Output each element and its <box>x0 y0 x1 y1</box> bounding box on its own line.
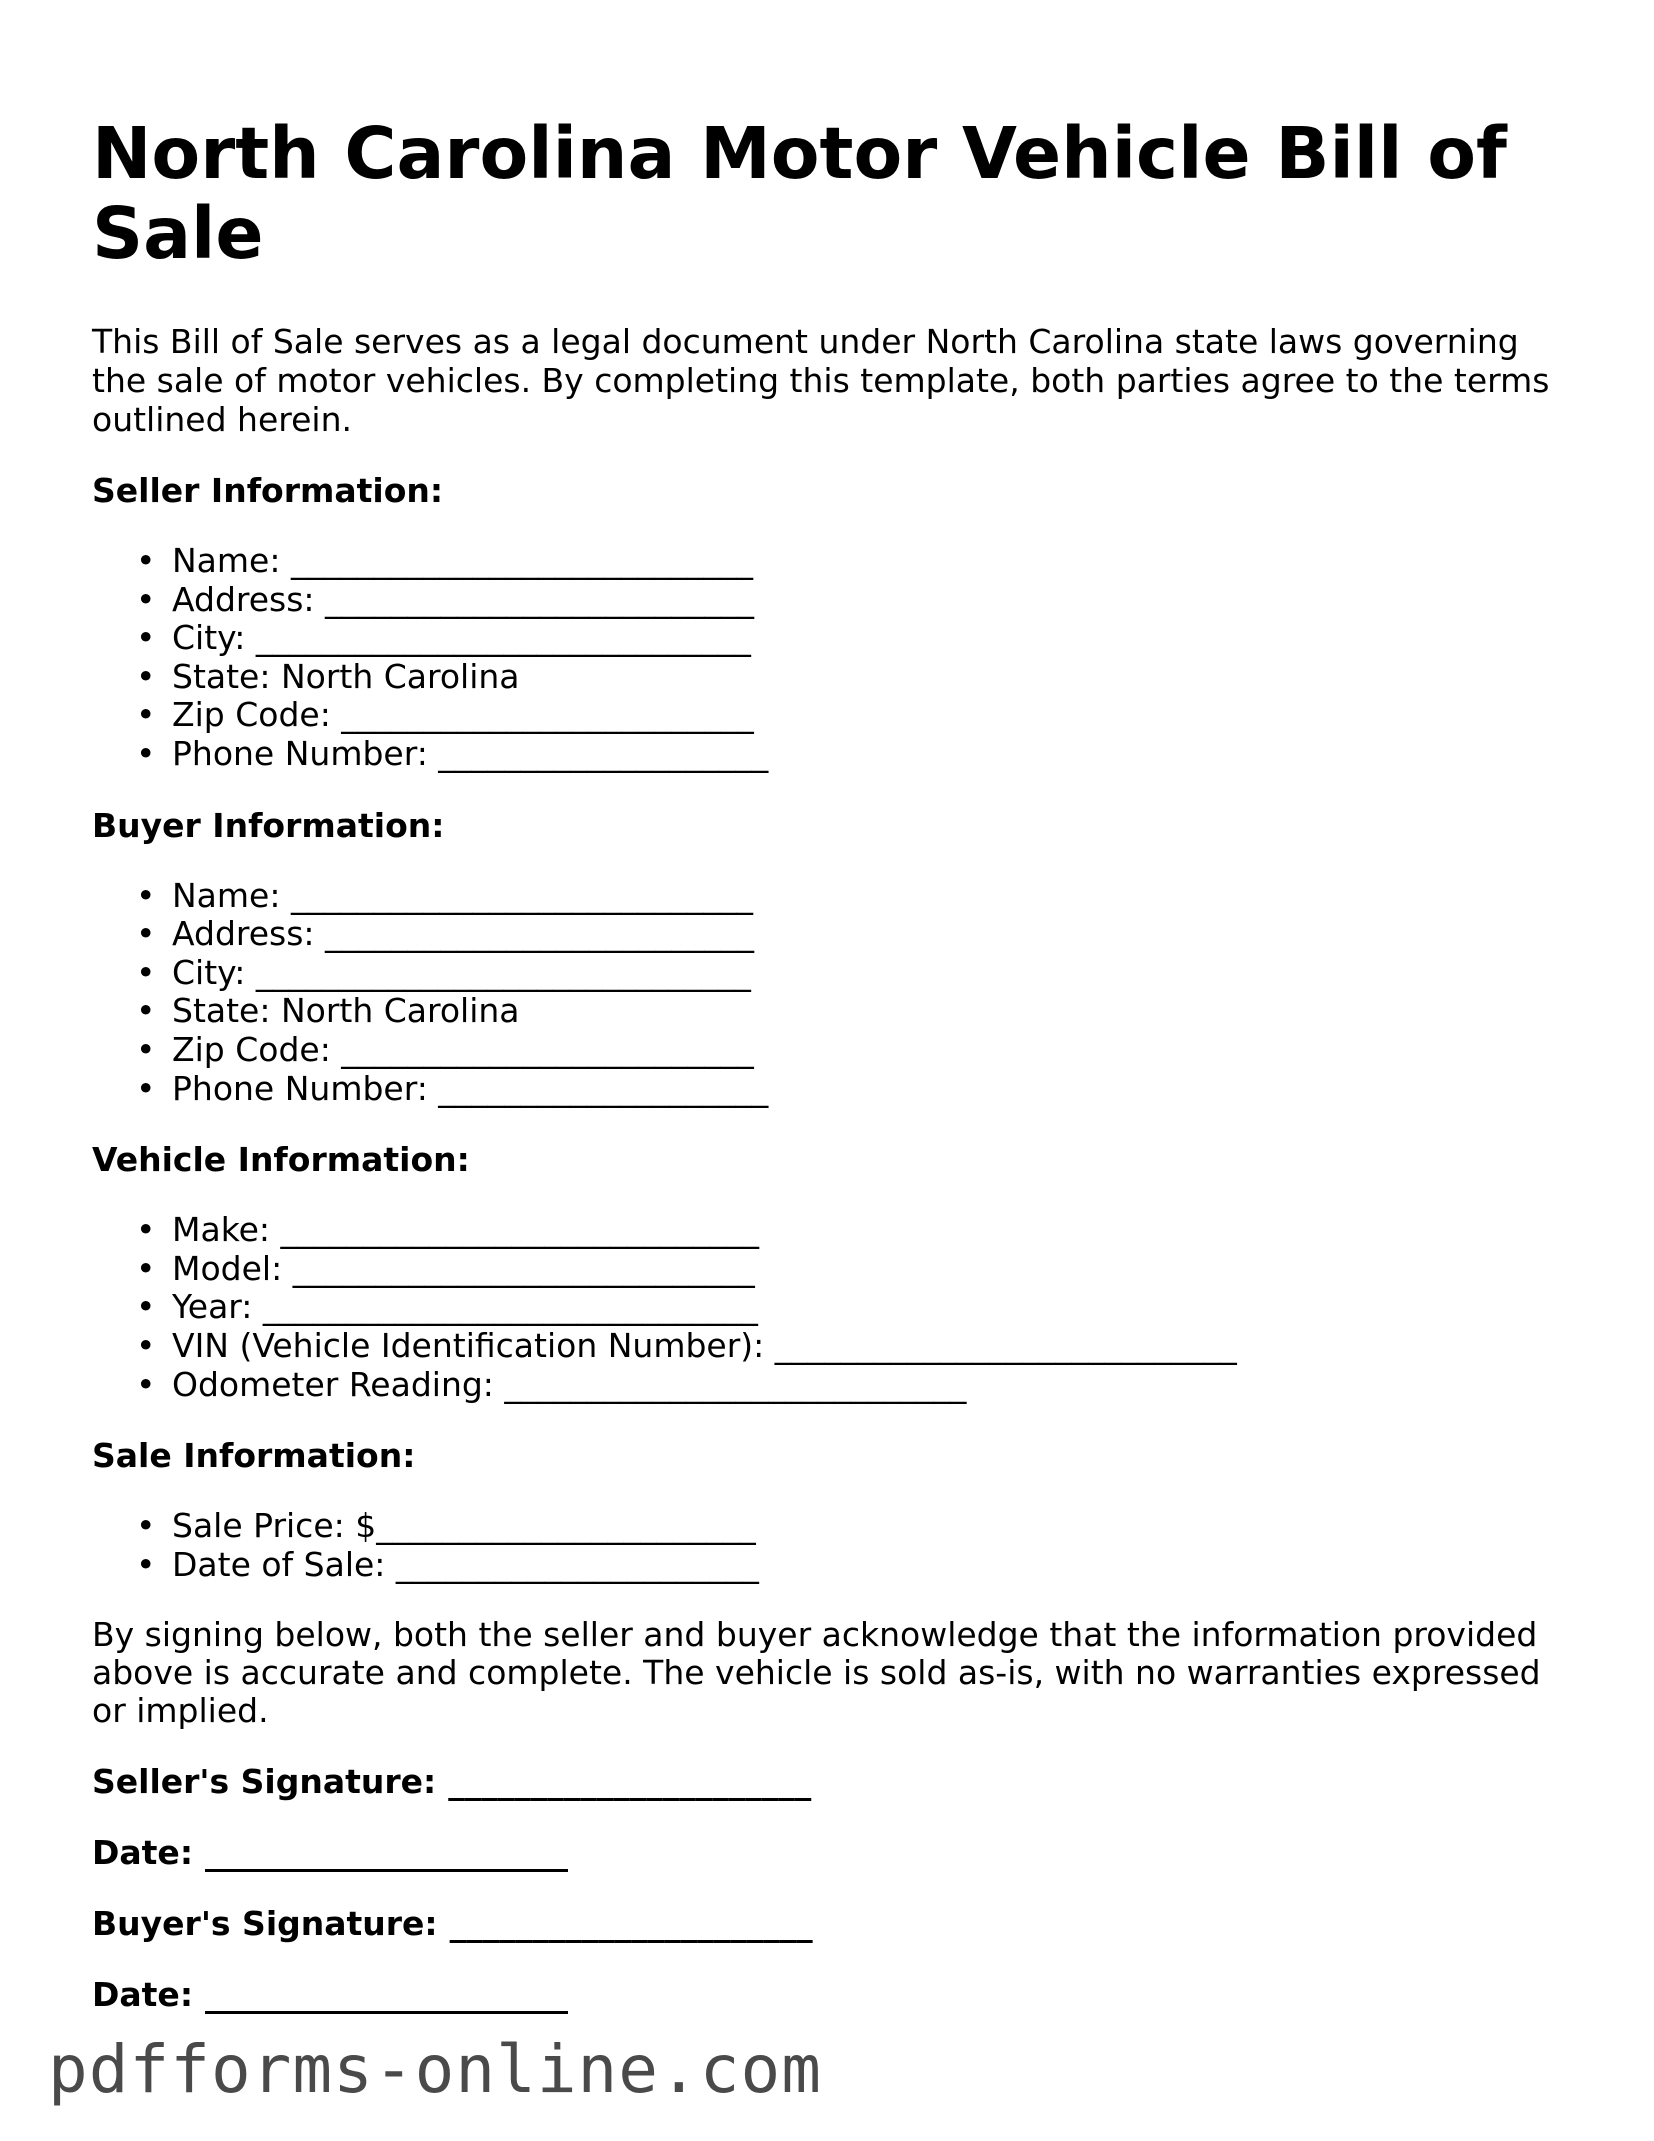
buyer-zip-field[interactable]: • Zip Code: _________________________ <box>136 1029 754 1069</box>
vehicle-odometer-field[interactable]: • Odometer Reading: ____________________________ <box>136 1364 967 1404</box>
sale-section-heading: Sale Information: <box>92 1436 416 1476</box>
sale-price-field[interactable]: • Sale Price: $_______________________ <box>136 1506 756 1546</box>
seller-state-field: • State: North Carolina <box>136 656 520 696</box>
vehicle-section-heading: Vehicle Information: <box>92 1140 470 1180</box>
vehicle-year-field[interactable]: • Year: ______________________________ <box>136 1287 758 1327</box>
buyer-state-field: • State: North Carolina <box>136 991 520 1031</box>
seller-date-label: Date: <box>92 1833 194 1873</box>
intro-paragraph: This Bill of Sale serves as a legal document under North Carolina state laws governing the sale of motor vehicles. By completing this template, both parties agree to the terms outlined herein. <box>92 322 1550 439</box>
seller-signature-field[interactable] <box>92 1762 1572 1801</box>
buyer-signature-label: Buyer's Signature: <box>92 1904 438 1944</box>
seller-address-field[interactable]: • Address: __________________________ <box>136 579 755 619</box>
seller-city-field[interactable]: • City: ______________________________ <box>136 618 751 658</box>
buyer-phone-field[interactable]: • Phone Number: ____________________ <box>136 1068 769 1108</box>
seller-zip-field[interactable]: • Zip Code: _________________________ <box>136 695 754 735</box>
seller-section-heading: Seller Information: <box>92 471 444 510</box>
buyer-date-blank[interactable]: ______________________ <box>205 1975 569 2015</box>
seller-phone-field[interactable]: • Phone Number: ____________________ <box>136 733 769 773</box>
vehicle-model-field[interactable]: • Model: ____________________________ <box>136 1248 755 1288</box>
buyer-name-field[interactable]: • Name: ____________________________ <box>136 875 753 915</box>
buyer-date-label: Date: <box>92 1975 194 2015</box>
document-title: North Carolina Motor Vehicle Bill of Sale <box>92 112 1507 275</box>
document-page <box>92 0 1572 2014</box>
vehicle-vin-field[interactable]: • VIN (Vehicle Identification Number): ____________________________ <box>136 1325 1237 1365</box>
sale-field-list <box>92 1507 1572 1584</box>
buyer-signature-field[interactable] <box>92 1904 1572 1943</box>
buyer-section-heading: Buyer Information: <box>92 805 445 845</box>
vehicle-make-field[interactable]: • Make: _____________________________ <box>136 1210 760 1250</box>
buyer-field-list <box>92 877 1572 1109</box>
seller-field-list <box>92 542 1572 774</box>
seller-name-field[interactable]: • Name: ____________________________ <box>136 541 753 580</box>
seller-signature-label: Seller's Signature: <box>92 1762 437 1802</box>
buyer-signature-blank[interactable]: ______________________ <box>449 1904 813 1944</box>
buyer-address-field[interactable]: • Address: __________________________ <box>136 914 755 954</box>
seller-signature-blank[interactable]: ______________________ <box>448 1762 812 1802</box>
acknowledgment-paragraph: By signing below, both the seller and buyer acknowledge that the information provided above is accurate and complete. The vehicle is sold as-is, with no warranties expressed or implied. <box>92 1615 1541 1731</box>
sale-date-field[interactable]: • Date of Sale: ______________________ <box>136 1544 759 1584</box>
buyer-date-field[interactable] <box>92 1975 1572 2014</box>
site-watermark: pdfforms-online.com <box>48 2031 822 2108</box>
seller-date-field[interactable] <box>92 1833 1572 1872</box>
vehicle-field-list <box>92 1211 1572 1404</box>
seller-date-blank[interactable]: ______________________ <box>205 1833 569 1873</box>
buyer-city-field[interactable]: • City: ______________________________ <box>136 952 751 992</box>
